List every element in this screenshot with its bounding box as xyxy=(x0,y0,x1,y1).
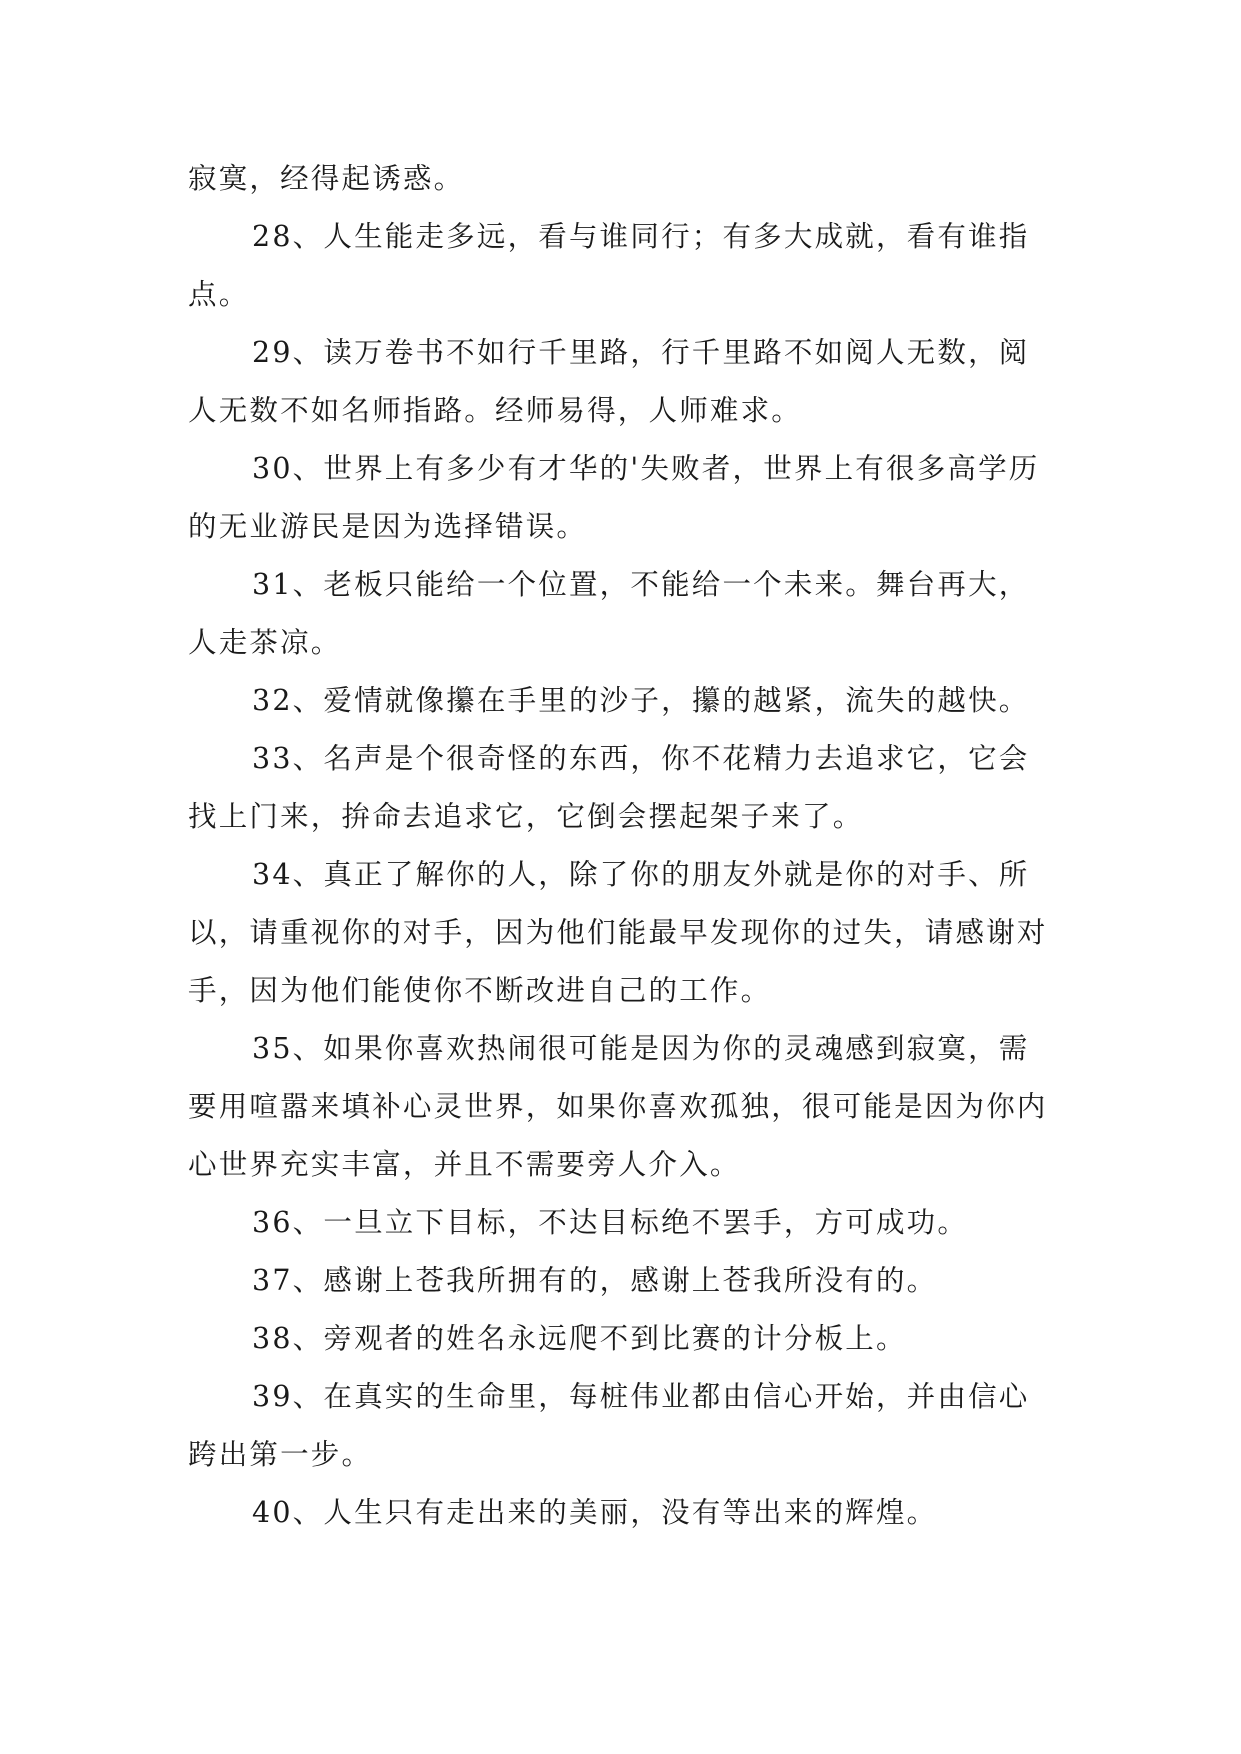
paragraph-item-37: 37、感谢上苍我所拥有的，感谢上苍我所没有的。 xyxy=(252,1264,938,1297)
paragraph-item-29: 29、读万卷书不如行千里路，行千里路不如阅人无数，阅人无数不如名师指路。经师易得，人师难求。 xyxy=(188,336,1030,427)
paragraph-item-33: 33、名声是个很奇怪的东西，你不花精力去追求它，它会找上门来，拚命去追求它，它倒会摆起架子来了。 xyxy=(188,742,1030,833)
paragraph-item-39: 39、在真实的生命里，每桩伟业都由信心开始，并由信心跨出第一步。 xyxy=(188,1380,1030,1471)
paragraph-item-35: 35、如果你喜欢热闹很可能是因为你的灵魂感到寂寞，需要用喧嚣来填补心灵世界，如果你喜欢孤独，很可能是因为你内心世界充实丰富，并且不需要旁人介入。 xyxy=(188,1032,1048,1181)
paragraph-item-38: 38、旁观者的姓名永远爬不到比赛的计分板上。 xyxy=(252,1322,907,1355)
paragraph-item-31: 31、老板只能给一个位置，不能给一个未来。舞台再大，人走茶凉。 xyxy=(188,568,1030,659)
paragraph-item-40: 40、人生只有走出来的美丽，没有等出来的辉煌。 xyxy=(252,1496,938,1529)
paragraph-item-34: 34、真正了解你的人，除了你的朋友外就是你的对手、所以，请重视你的对手，因为他们能最早发现你的过失，请感谢对手，因为他们能使你不断改进自己的工作。 xyxy=(188,858,1048,1007)
paragraph-item-30: 30、世界上有多少有才华的'失败者，世界上有很多高学历的无业游民是因为选择错误。 xyxy=(188,452,1040,543)
document-body xyxy=(188,150,1055,1542)
paragraph-item-36: 36、一旦立下目标，不达目标绝不罢手，方可成功。 xyxy=(252,1206,969,1239)
paragraph-item-32: 32、爱情就像攥在手里的沙子，攥的越紧，流失的越快。 xyxy=(252,684,1030,717)
paragraph-item-28: 28、人生能走多远，看与谁同行；有多大成就，看有谁指点。 xyxy=(188,220,1030,311)
paragraph-continuation: 寂寞，经得起诱惑。 xyxy=(188,162,465,195)
